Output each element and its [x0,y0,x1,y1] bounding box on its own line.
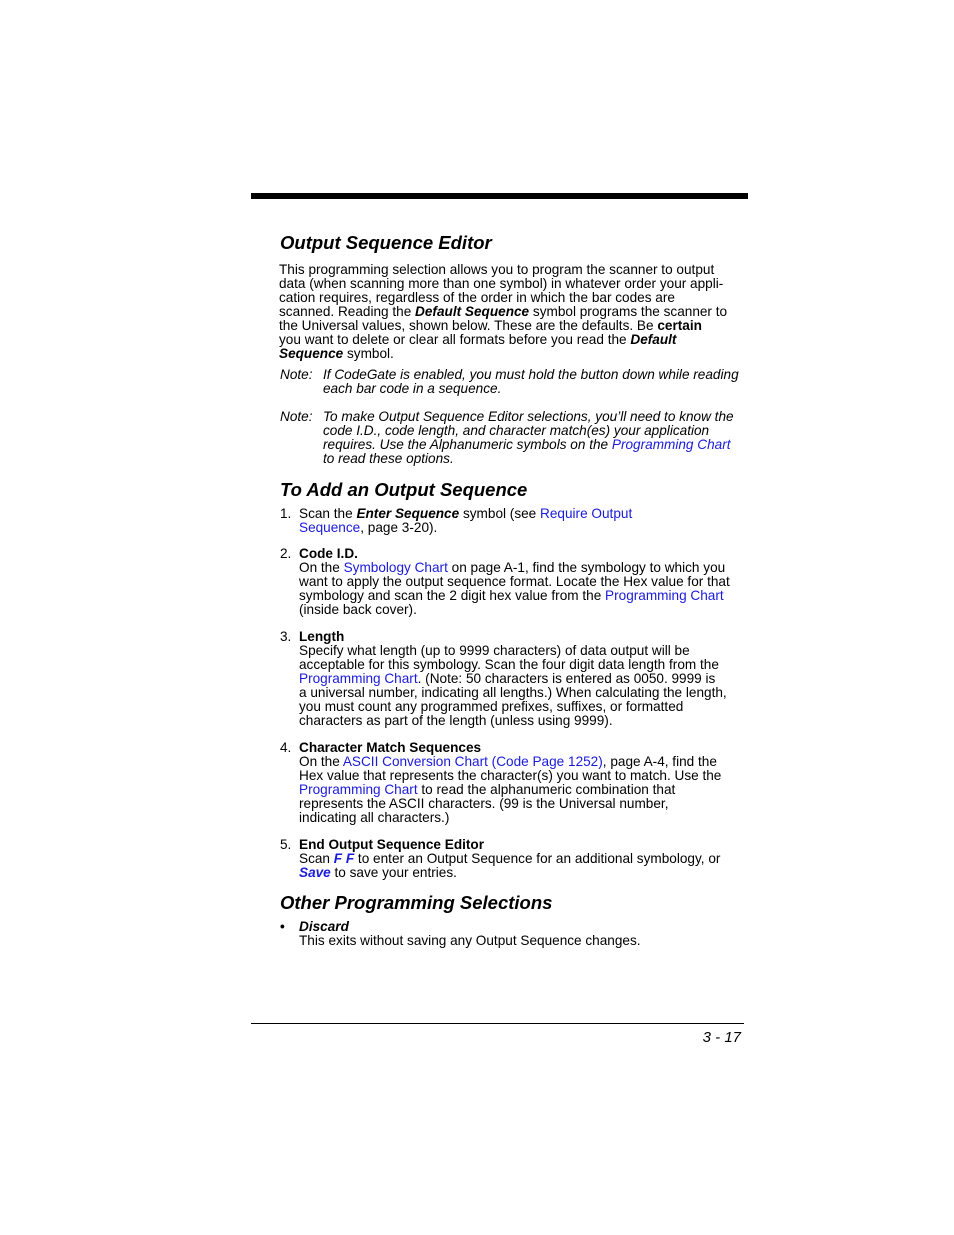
list-line: Specify what length (up to 9999 characters) of data output will be [299,643,690,658]
note-label: Note: [280,367,313,382]
note-line: If CodeGate is enabled, you must hold the button down while reading [323,367,739,382]
text-run: symbology and scan the 2 digit hex value from the [299,588,606,603]
note-text [323,368,750,396]
emphasis-certain: certain [657,318,702,333]
note-line [323,438,750,452]
list-body [299,630,750,728]
ff-link[interactable]: F F [333,851,355,866]
intro-line: cation requires, regardless of the order in which the bar codes are [279,290,675,305]
programming-chart-link[interactable]: Programming Chart [605,588,724,603]
list-line [299,866,750,880]
list-line [299,521,750,535]
text-run: , page 3-20). [360,520,438,535]
list-line: acceptable for this symbology. Scan the four digit data length from the [299,657,719,672]
list-number: 3. [280,629,292,644]
note-line: each bar code in a sequence. [323,381,502,396]
text-run: symbol. [343,346,394,361]
list-title-character-match: Character Match Sequences [299,740,482,755]
ascii-conversion-chart-link[interactable]: ASCII Conversion Chart (Code Page 1252) [342,754,603,769]
heading-other-programming-selections: Other Programming Selections [280,892,553,913]
list-line [299,755,750,769]
programming-chart-link[interactable]: Programming Chart [299,671,418,686]
default-sequence-term: Default Sequence [415,304,530,319]
text-run: you want to delete or clear all formats before you read the [279,332,631,347]
list-body [299,547,750,617]
intro-line: data (when scanning more than one symbol) in whatever order your appli- [279,276,724,291]
list-number: 2. [280,546,292,561]
list-line [299,672,750,686]
list-line [299,589,750,603]
list-line: indicating all characters.) [299,810,450,825]
text-run: On the [299,560,344,575]
text-run: , page A-4, find the [602,754,717,769]
note-codegate [280,368,750,396]
require-output-sequence-link[interactable]: Require Output [540,506,633,521]
list-item-2 [280,547,750,617]
default-sequence-term: Sequence [279,346,344,361]
heading-output-sequence-editor: Output Sequence Editor [280,232,492,253]
text-run: Scan [299,851,334,866]
default-sequence-term: Default [630,332,677,347]
text-run: symbol programs the scanner to [529,304,728,319]
bullet-title-discard: Discard [299,919,349,934]
list-line: you must count any programmed prefixes, suffixes, or formatted [299,699,684,714]
save-link[interactable]: Save [299,865,331,880]
text-run: the Universal values, shown below. These are the defaults. Be [279,318,658,333]
list-line [299,783,750,797]
intro-line [279,319,749,333]
enter-sequence-term: Enter Sequence [356,506,460,521]
note-line: To make Output Sequence Editor selections, you’ll need to know the [323,409,734,424]
list-title-code-id: Code I.D. [299,546,358,561]
intro-paragraph [279,263,749,361]
list-body [299,741,750,825]
intro-line: This programming selection allows you to program the scanner to output [279,262,715,277]
list-line: (inside back cover). [299,602,417,617]
list-title-length: Length [299,629,345,644]
symbology-chart-link[interactable]: Symbology Chart [343,560,448,575]
text-run: requires. Use the Alphanumeric symbols on the [323,437,612,452]
list-title-end-editor: End Output Sequence Editor [299,837,485,852]
list-line: represents the ASCII characters. (99 is the Universal number, [299,796,669,811]
list-line: want to apply the output sequence format. Locate the Hex value for that [299,574,730,589]
list-body [299,838,750,880]
list-item-3 [280,630,750,728]
page-number: 3 - 17 [702,1029,741,1046]
text-run: . (Note: 50 characters is entered as 0050. 9999 is [417,671,716,686]
note-text [323,410,750,466]
text-run: to enter an Output Sequence for an additional symbology, or [354,851,721,866]
list-item-4 [280,741,750,825]
bullet-body [299,920,750,948]
text-run: On the [299,754,343,769]
bullet-text: This exits without saving any Output Sequence changes. [299,933,641,948]
intro-line [279,347,749,361]
list-line [299,507,750,521]
list-line: Hex value that represents the character(s) you want to match. Use the [299,768,722,783]
list-item-1 [280,507,750,535]
text-run: Scan the [299,506,357,521]
list-line: a universal number, indicating all lengths.) When calculating the length, [299,685,727,700]
text-run: scanned. Reading the [279,304,416,319]
list-number: 4. [280,740,292,755]
intro-line [279,333,749,347]
intro-line [279,305,749,319]
list-body [299,507,750,535]
text-run: on page A-1, find the symbology to which you [447,560,726,575]
note-line: to read these options. [323,451,454,466]
programming-chart-link[interactable]: Programming Chart [611,437,731,452]
bullet-icon: • [280,919,285,934]
list-line [299,561,750,575]
bullet-discard [280,920,750,948]
note-line: code I.D., code length, and character match(es) your application [323,423,710,438]
heading-add-output-sequence: To Add an Output Sequence [280,479,528,500]
text-run: symbol (see [459,506,541,521]
list-number: 1. [280,506,292,521]
top-rule [251,193,748,199]
list-number: 5. [280,837,292,852]
require-output-sequence-link[interactable]: Sequence [299,520,361,535]
text-run: to read the alphanumeric combination that [417,782,676,797]
bottom-rule [251,1023,744,1024]
note-label: Note: [280,409,313,424]
text-run: to save your entries. [330,865,457,880]
list-line [299,852,750,866]
list-line: characters as part of the length (unless using 9999). [299,713,613,728]
note-selections [280,410,750,466]
list-item-5 [280,838,750,880]
programming-chart-link[interactable]: Programming Chart [299,782,418,797]
